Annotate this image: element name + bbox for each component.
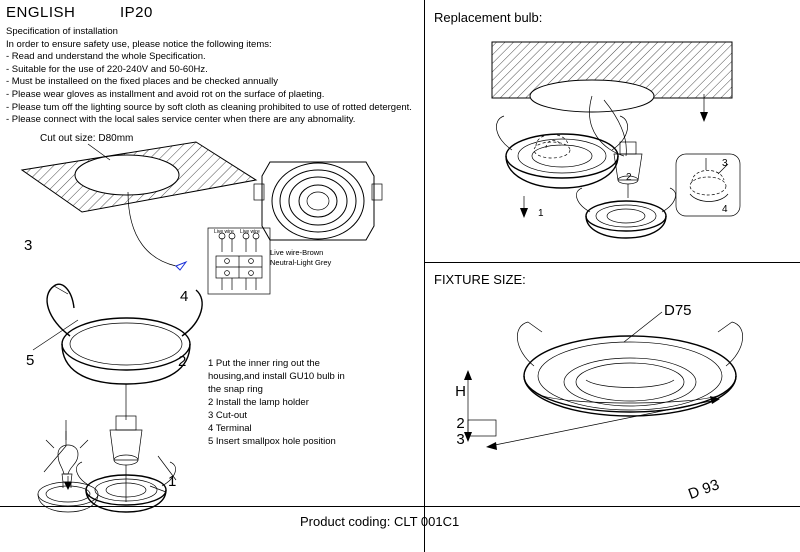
spec-item: - Please wear gloves as installment and avoid rot on the surface of plaeting. bbox=[6, 88, 325, 100]
step-line: the snap ring bbox=[208, 384, 263, 395]
spec-intro: In order to ensure safety use, please notice the following items: bbox=[6, 38, 272, 50]
wire-legend-live: Live wire-Brown bbox=[270, 248, 324, 257]
step-line: 3 Cut-out bbox=[208, 410, 248, 421]
step-line: 5 Insert smallpox hole position bbox=[208, 436, 336, 447]
fixture-size-title: FIXTURE SIZE: bbox=[434, 272, 526, 287]
vertical-divider bbox=[424, 0, 425, 552]
fixture-size-diagram bbox=[440, 290, 790, 500]
step-line: 4 Terminal bbox=[208, 423, 252, 434]
horizontal-divider-footer bbox=[0, 506, 800, 507]
cutout-size-label: Cut out size: D80mm bbox=[40, 133, 134, 144]
replacement-step-4: 4 bbox=[722, 204, 728, 215]
installation-steps-list bbox=[208, 357, 378, 448]
horizontal-divider-right bbox=[424, 262, 800, 263]
terminal-note-right: Live wire bbox=[240, 229, 260, 235]
step-line: 1 Put the inner ring out the bbox=[208, 358, 320, 369]
callout-3: 3 bbox=[24, 237, 33, 254]
fixture-outer-diameter-label: D 93 bbox=[686, 476, 722, 503]
spec-item: - Please tum off the lighting source by soft cloth as cleaning prohibited to use of rotted detergent. bbox=[6, 101, 412, 113]
spec-item: - Must be installeed on the fixed places and be checked annually bbox=[6, 76, 278, 88]
installation-diagram bbox=[0, 120, 424, 506]
replacement-bulb-title: Replacement bulb: bbox=[434, 10, 543, 25]
fixture-height-label: H 23 bbox=[452, 383, 469, 447]
product-coding-label: Product coding: CLT 001C1 bbox=[300, 514, 460, 529]
spec-title: Specification of installation bbox=[6, 26, 118, 37]
callout-1: 1 bbox=[168, 473, 177, 490]
replacement-step-3: 3 bbox=[722, 158, 728, 169]
wire-legend-neutral: Neutral-Light Grey bbox=[270, 258, 332, 267]
specification-text-block bbox=[6, 26, 426, 127]
spec-item: - Suitable for the use of 220-240V and 50-60Hz. bbox=[6, 63, 208, 75]
callout-2: 2 bbox=[178, 353, 187, 370]
callout-4: 4 bbox=[180, 288, 189, 305]
wire-legend bbox=[270, 248, 331, 268]
replacement-step-1: 1 bbox=[538, 208, 544, 219]
fixture-inner-diameter-label: D75 bbox=[664, 302, 692, 319]
step-line: housing,and install GU10 bulb in bbox=[208, 371, 345, 382]
step-line: 2 Install the lamp holder bbox=[208, 397, 309, 408]
spec-item: - Please connect with the local sales service center when there are any abnomality. bbox=[6, 114, 356, 126]
language-label: ENGLISH bbox=[6, 4, 76, 21]
callout-5: 5 bbox=[26, 352, 35, 369]
replacement-bulb-diagram bbox=[432, 30, 792, 258]
spec-item: - Read and understand the whole Specification. bbox=[6, 51, 206, 63]
ip-rating-label: IP20 bbox=[120, 4, 153, 21]
terminal-note-left: Live wire bbox=[214, 229, 234, 235]
replacement-step-2: 2 bbox=[626, 172, 632, 183]
